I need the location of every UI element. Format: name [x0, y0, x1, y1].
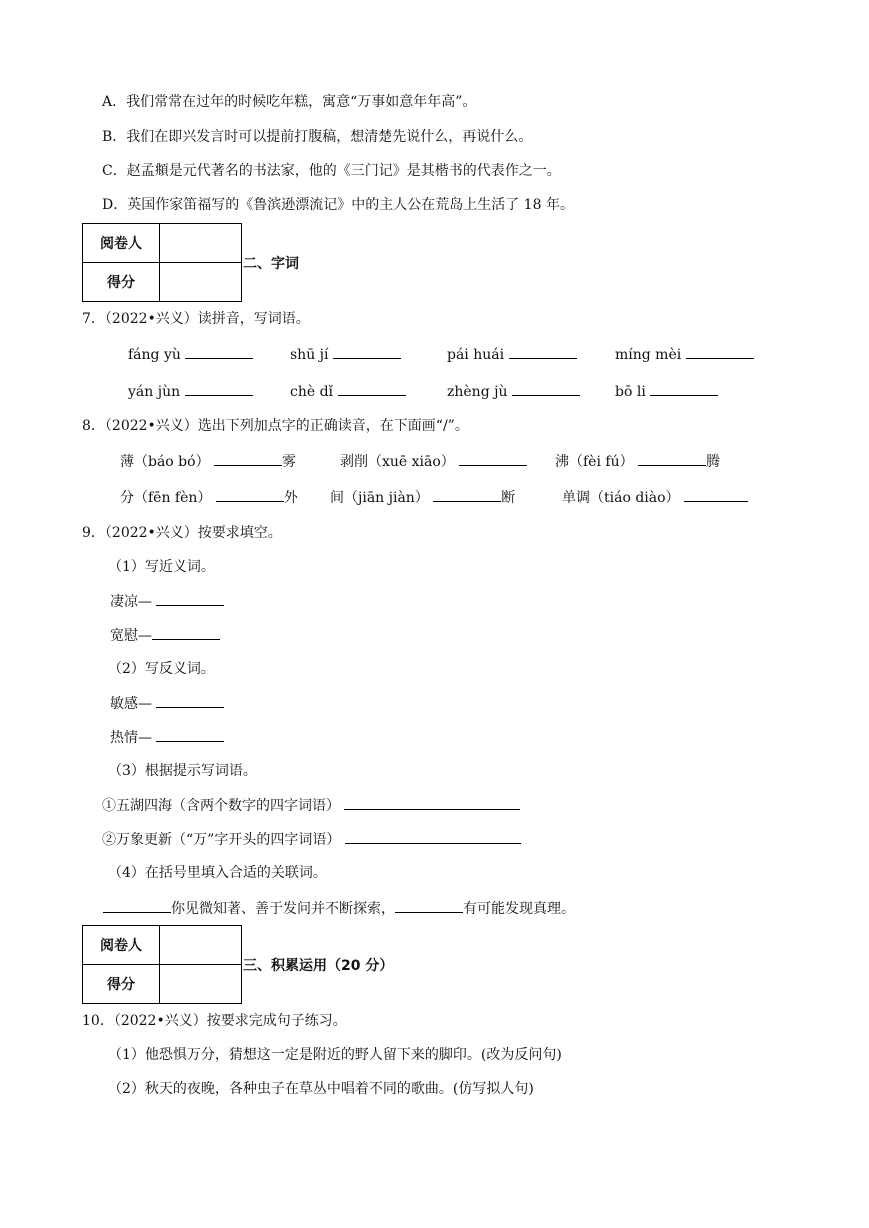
section-title-2: 二、字词 — [243, 256, 299, 272]
answer-blank[interactable] — [459, 451, 527, 466]
q9-word: 宽慰— — [110, 625, 220, 646]
answer-blank[interactable] — [650, 381, 718, 396]
q8-item: 薄（báo bó） 雾 — [120, 451, 296, 472]
reviewer-cell[interactable] — [160, 224, 242, 263]
answer-blank[interactable] — [512, 381, 580, 396]
answer-blank[interactable] — [152, 625, 220, 640]
pinyin-item: fáng yù — [128, 344, 253, 365]
pinyin-item: chè dǐ — [290, 381, 406, 402]
q8-item: 剥削（xuē xiāo） — [340, 451, 527, 472]
pinyin-item: bō li — [615, 381, 718, 402]
q9-word: 凄凉— — [110, 591, 224, 612]
q9-word: 热情— — [110, 727, 224, 748]
pinyin-item: yán jùn — [128, 381, 253, 402]
answer-blank[interactable] — [395, 898, 463, 913]
answer-blank[interactable] — [638, 451, 706, 466]
reviewer-cell[interactable] — [160, 926, 242, 965]
score-cell[interactable] — [160, 263, 242, 302]
option-d: D．英国作家笛福写的《鲁滨逊漂流记》中的主人公在荒岛上生活了 18 年。 — [102, 197, 574, 213]
answer-blank[interactable] — [216, 487, 284, 502]
answer-blank[interactable] — [214, 451, 282, 466]
answer-blank[interactable] — [345, 829, 521, 844]
answer-blank[interactable] — [156, 727, 224, 742]
answer-blank[interactable] — [185, 344, 253, 359]
answer-blank[interactable] — [509, 344, 577, 359]
pinyin-item: míng mèi — [615, 344, 754, 365]
question-8-stem: 8．（2022•兴义）选出下列加点字的正确读音，在下面画“/”。 — [82, 418, 469, 434]
q8-item: 分（fēn fèn） 外 — [120, 487, 298, 508]
q9-part-3: （3）根据提示写词语。 — [108, 763, 257, 779]
q10-part-1: （1）他恐惧万分，猜想这一定是附近的野人留下来的脚印。(改为反问句) — [108, 1047, 562, 1063]
option-b: B．我们在即兴发言时可以提前打腹稿，想清楚先说什么，再说什么。 — [102, 129, 533, 145]
option-a: A．我们常常在过年的时候吃年糕，寓意“万事如意年年高”。 — [102, 94, 477, 110]
q10-part-2: （2）秋天的夜晚，各种虫子在草丛中唱着不同的歌曲。(仿写拟人句) — [108, 1081, 534, 1097]
question-7-stem: 7．（2022•兴义）读拼音，写词语。 — [82, 311, 310, 327]
question-10-stem: 10．（2022•兴义）按要求完成句子练习。 — [82, 1013, 347, 1029]
option-c: C．赵孟頫是元代著名的书法家，他的《三门记》是其楷书的代表作之一。 — [102, 163, 561, 179]
question-9-stem: 9．（2022•兴义）按要求填空。 — [82, 525, 282, 541]
answer-blank[interactable] — [185, 381, 253, 396]
q8-item: 间（jiān jiàn） 断 — [330, 487, 515, 508]
answer-blank[interactable] — [333, 344, 401, 359]
answer-blank[interactable] — [344, 795, 520, 810]
score-box — [82, 223, 242, 302]
q9-hint: ①五湖四海（含两个数字的四字词语） — [102, 795, 520, 816]
score-label: 得分 — [83, 263, 160, 302]
answer-blank[interactable] — [684, 487, 748, 502]
reviewer-label: 阅卷人 — [83, 926, 160, 965]
section-title-3: 三、积累运用（20 分） — [243, 958, 394, 974]
q9-word: 敏感— — [110, 693, 224, 714]
score-label: 得分 — [83, 965, 160, 1004]
pinyin-item: shū jí — [290, 344, 401, 365]
answer-blank[interactable] — [156, 591, 224, 606]
answer-blank[interactable] — [156, 693, 224, 708]
reviewer-label: 阅卷人 — [83, 224, 160, 263]
q8-item: 沸（fèi fú） 腾 — [555, 451, 720, 472]
q9-hint: ②万象更新（“万”字开头的四字词语） — [102, 829, 521, 850]
score-box — [82, 925, 242, 1004]
q9-part-4: （4）在括号里填入合适的关联词。 — [108, 865, 327, 881]
answer-blank[interactable] — [433, 487, 501, 502]
q9-sentence: 你见微知著、善于发问并不断探索， 有可能发现真理。 — [103, 898, 575, 919]
q9-part-2: （2）写反义词。 — [108, 661, 215, 677]
q8-item: 单调（tiáo diào） — [562, 487, 748, 508]
pinyin-item: zhèng jù — [447, 381, 580, 402]
pinyin-item: pái huái — [447, 344, 577, 365]
q9-part-1: （1）写近义词。 — [108, 559, 215, 575]
score-cell[interactable] — [160, 965, 242, 1004]
answer-blank[interactable] — [338, 381, 406, 396]
answer-blank[interactable] — [103, 898, 171, 913]
answer-blank[interactable] — [686, 344, 754, 359]
